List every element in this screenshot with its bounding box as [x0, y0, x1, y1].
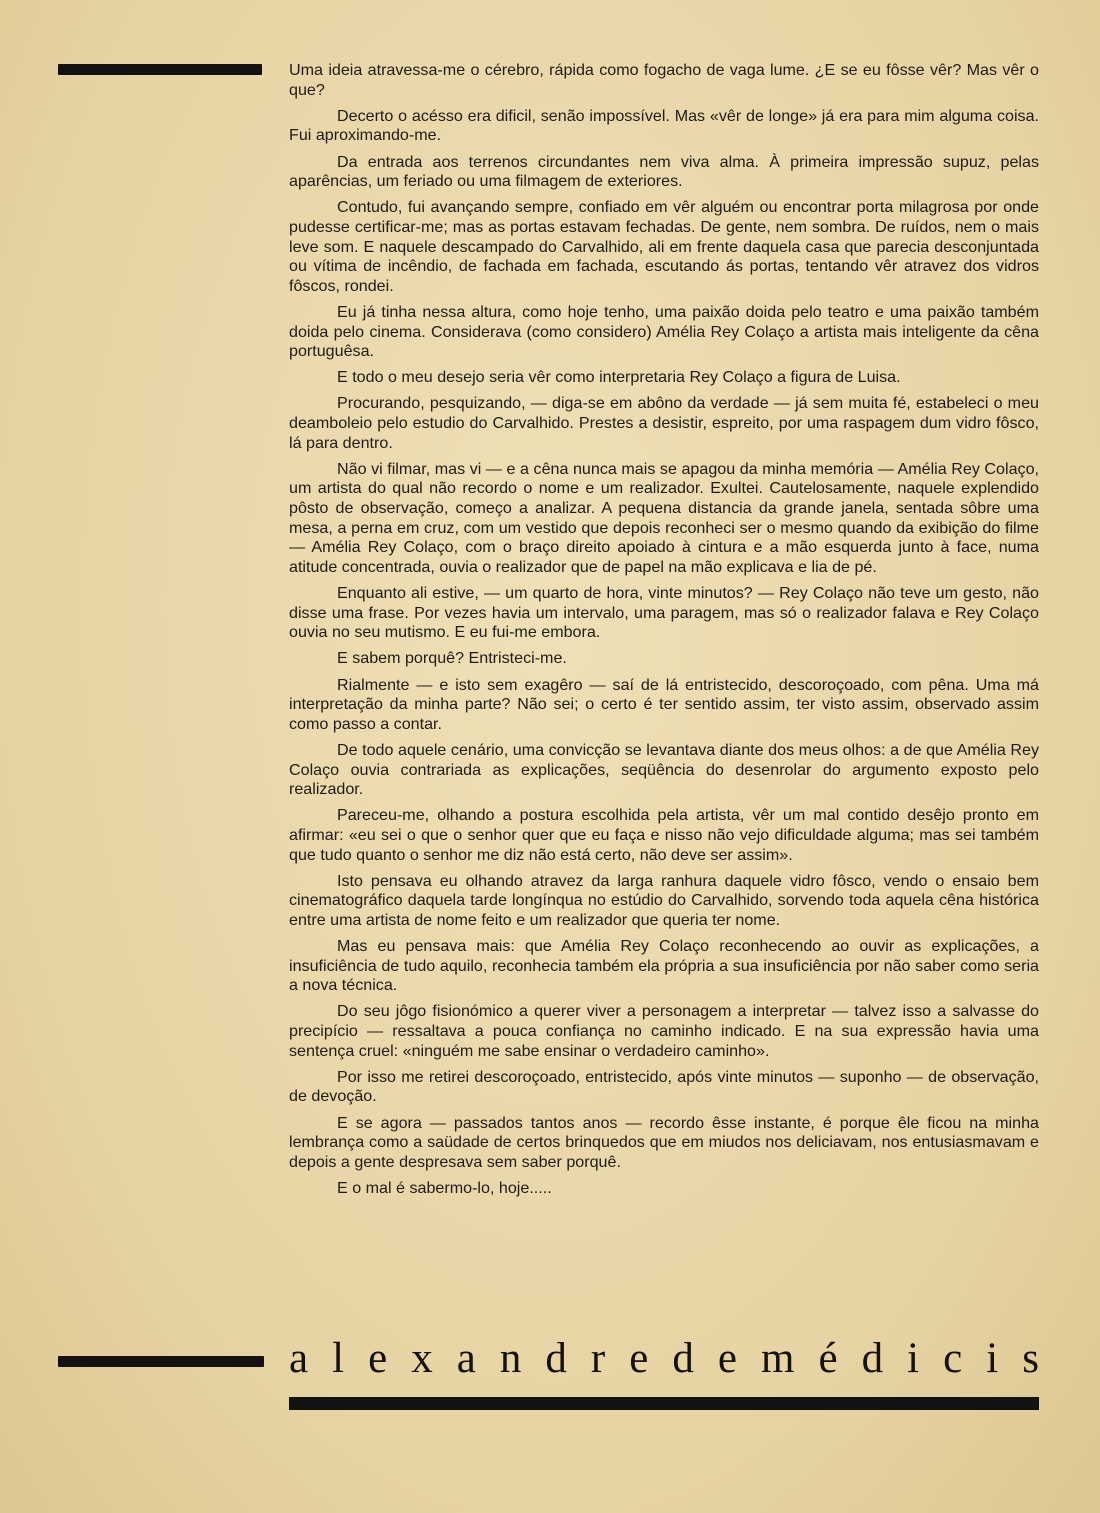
paragraph: Decerto o acésso era dificil, senão impossível. Mas «vêr de longe» já era para mim alguma coisa. Fui aproximando-me. — [289, 106, 1039, 145]
article-body — [289, 61, 1039, 1205]
paragraph: Não vi filmar, mas vi — e a cêna nunca mais se apagou da minha memória — Amélia Rey Colaço, um artista do qual não recordo o nome e um realizador. Exultei. Cautelosamente, naquele explendido pôsto de observação, começo a analizar. A pequena distancia da grande janela, sentada sôbre uma mesa, a perna em cruz, com um vestido que depois reconheci ser o mesmo quando da exibição do filme — Amélia Rey Colaço, com o braço direito apoiado à cintura e a mão esquerda junto à face, numa atitude concentrada, ouvia o realizador que de papel na mão explicava e lia de pé. — [289, 459, 1039, 576]
decorative-bottom-rule — [289, 1397, 1039, 1410]
paragraph: De todo aquele cenário, uma convicção se levantava diante dos meus olhos: a de que Amélia Rey Colaço ouvia contrariada as explicações, seqüência do desenrolar do argumento exposto pelo realizador. — [289, 740, 1039, 799]
paragraph: Rialmente — e isto sem exagêro — saí de lá entristecido, descoroçoado, com pêna. Uma má interpretação da minha parte? Não sei; o certo é ter sentido assim, ter visto assim, observado assim como passo a contar. — [289, 675, 1039, 733]
paragraph: Isto pensava eu olhando atravez da larga ranhura daquele vidro fôsco, vendo o ensaio bem cinematográfico daquela tarde longínqua no estúdio do Carvalhido, sorvendo toda aquela cêna histórica entre uma artista de nome feito e um realizador que queria ter nome. — [289, 871, 1039, 929]
paragraph: E o mal é sabermo-lo, hoje..... — [337, 1178, 552, 1197]
paragraph: Eu já tinha nessa altura, como hoje tenho, uma paixão doida pelo teatro e uma paixão também doida pelo cinema. Considerava (como considero) Amélia Rey Colaço a artista mais inteligente da cêna portuguêsa. — [289, 302, 1039, 361]
paragraph: Enquanto ali estive, — um quarto de hora, vinte minutos? — Rey Colaço não teve um gesto, não disse uma frase. Por vezes havia um intervalo, uma paragem, mas só o realizador falava e Rey Colaço ouvia no seu mutismo. E eu fui-me embora. — [289, 584, 1039, 642]
decorative-top-rule — [58, 64, 262, 75]
paragraph: Mas eu pensava mais: que Amélia Rey Colaço reconhecendo ao ouvir as explicações, a insuficiência de tudo aquilo, reconhecia também ela própria a sua insuficiência por não saber como seria a nova técnica. — [289, 937, 1039, 995]
paragraph: Pareceu-me, olhando a postura escolhida pela artista, vêr um mal contido desêjo pronto em afirmar: «eu sei o que o senhor quer que eu faça e nisso não vejo dificuldade alguma; mas sei também que tudo quanto o senhor me diz não está certo, não deve ser assim». — [289, 806, 1039, 864]
paragraph: E sabem porquê? Entristeci-me. — [337, 649, 567, 668]
paragraph: Contudo, fui avançando sempre, confiado em vêr alguém ou encontrar porta milagrosa por onde pudesse certificar-me; mas as portas estavam fechadas. De gente, nem sombra. De ruídos, nem o mais leve som. E naquele descampado do Carvalhido, ali em frente daquela casa que parecia desconjuntada ou vítima de incêndio, de fachada em fachada, escutando ás portas, tentando vêr atravez dos vidros fôscos, rondei. — [289, 198, 1039, 295]
paragraph: Do seu jôgo fisionómico a querer viver a personagem a interpretar — talvez isso a salvasse do precipício — ressaltava a pouca confiança no caminho indicado. E na sua expressão havia uma sentença cruel: «ninguém me sabe ensinar o verdadeiro caminho». — [289, 1002, 1039, 1060]
paragraph: E se agora — passados tantos anos — recordo êsse instante, é porque êle ficou na minha lembrança como a saüdade de certos brinquedos que em miudos nos deliciavam, nos entusiasmavam e depois a gente despresava sem saber porquê. — [289, 1113, 1039, 1171]
author-signature: a l e x a n d r e d e m é d i c i s — [289, 1335, 1039, 1382]
paragraph: Da entrada aos terrenos circundantes nem viva alma. À primeira impressão supuz, pelas aparências, um feriado ou uma filmagem de exteriores. — [289, 152, 1039, 191]
decorative-signature-rule — [58, 1356, 264, 1367]
paragraph: Uma ideia atravessa-me o cérebro, rápida como fogacho de vaga lume. ¿E se eu fôsse vêr? Mas vêr o que? — [289, 61, 1039, 99]
paragraph: E todo o meu desejo seria vêr como interpretaria Rey Colaço a figura de Luisa. — [337, 368, 901, 387]
paragraph: Procurando, pesquizando, — diga-se em abôno da verdade — já sem muita fé, estabeleci o meu deamboleio pelo estudio do Carvalhido. Prestes a desistir, espreito, por uma raspagem dum vidro fôsco, lá para dentro. — [289, 394, 1039, 452]
paragraph: Por isso me retirei descoroçoado, entristecido, após vinte minutos — suponho — de observação, de devoção. — [289, 1067, 1039, 1106]
